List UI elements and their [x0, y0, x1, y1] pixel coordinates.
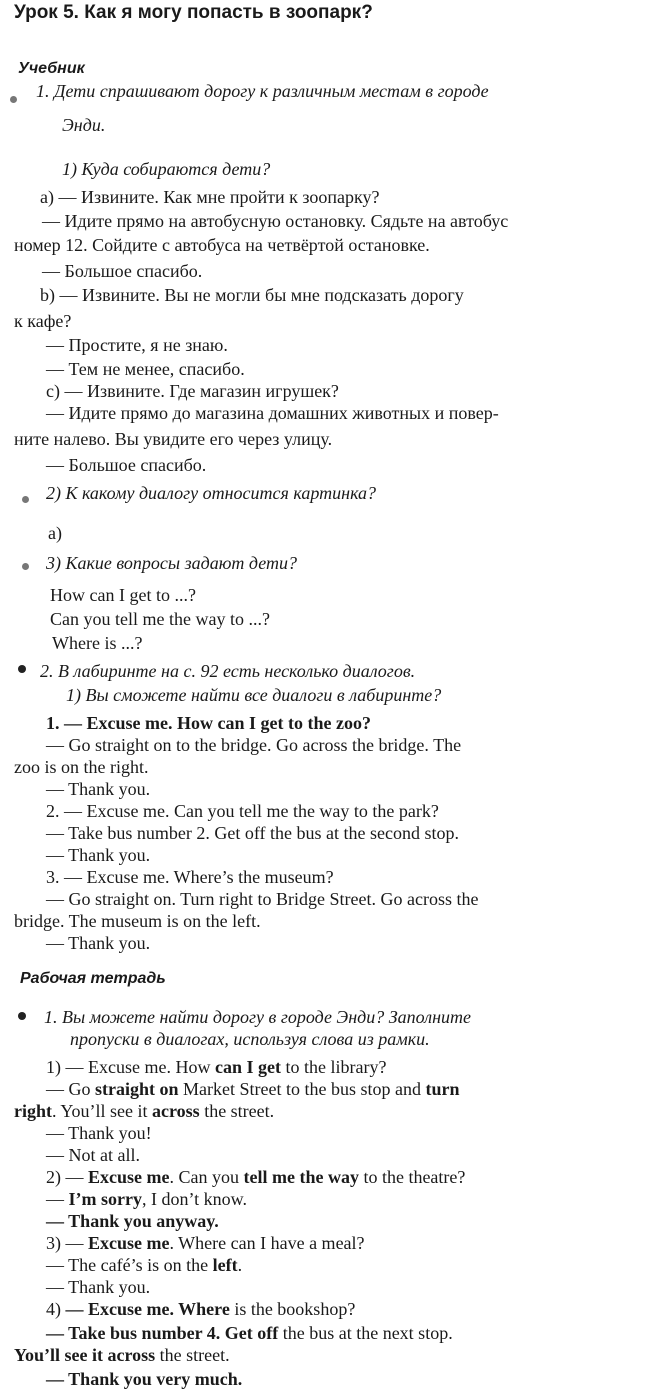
workbook-heading: Рабочая тетрадь — [20, 970, 166, 987]
ex1-a3: Where is ...? — [52, 633, 143, 653]
wb-task-line2: пропуски в диалогах, используя слова из рамки. — [70, 1029, 430, 1049]
ex1-line: b) — Извините. Вы не могли бы мне подсказать дорогу — [40, 285, 464, 305]
wb-d1-line1 — [46, 1056, 386, 1078]
d3-num: 3) — [46, 1233, 61, 1253]
wb-d4-line1 — [46, 1298, 355, 1320]
ex1-a2: a) — [48, 523, 62, 543]
d4-num: 4) — [46, 1299, 61, 1319]
wb-d1-line4: — Thank you! — [46, 1123, 152, 1143]
ex1-line: c) — Извините. Где магазин игрушек? — [46, 381, 339, 401]
d1-answer: straight on — [95, 1079, 179, 1099]
d3-text: — — [65, 1233, 84, 1253]
d1-answer: across — [152, 1101, 200, 1121]
d4-answer: — Take bus number 4. Get off — [46, 1323, 279, 1343]
wb-d2-line3: — Thank you anyway. — [46, 1211, 219, 1231]
wb-d1-line5: — Not at all. — [46, 1145, 140, 1165]
ex1-line: — Большое спасибо. — [46, 455, 207, 475]
wb-d4-line4: — Thank you very much. — [46, 1369, 243, 1389]
d1-text: to the library? — [285, 1057, 387, 1077]
ex1-line: — Идите прямо до магазина домашних животных и повер- — [46, 403, 499, 423]
ex2-line: — Thank you. — [46, 845, 151, 865]
d2-text: — — [46, 1189, 64, 1209]
d3-text: . Where can I have a meal? — [169, 1233, 365, 1253]
d2-num: 2) — [46, 1167, 61, 1187]
ex1-q1: 1) Куда собираются дети? — [62, 159, 271, 179]
ex2-line: bridge. The museum is on the left. — [14, 911, 261, 931]
ex2-line: — Thank you. — [46, 933, 151, 953]
ex1-line: — Тем не менее, спасибо. — [46, 359, 245, 379]
d1-num: 1) — [46, 1057, 61, 1077]
d2-answer: I’m sorry — [68, 1189, 142, 1209]
ex1-q3: 3) Какие вопросы задают дети? — [46, 553, 298, 573]
ex1-line: — Идите прямо на автобусную остановку. Сядьте на автобус — [42, 211, 509, 231]
ex1-task-line1: 1. Дети спрашивают дорогу к различным местам в городе — [36, 81, 489, 101]
ex2-line: 2. — Excuse me. Can you tell me the way to the park? — [46, 801, 439, 821]
d1-text: Market Street to the bus stop and — [183, 1079, 421, 1099]
d1-answer: turn — [425, 1079, 460, 1099]
d2-answer: tell me the way — [243, 1167, 359, 1187]
d3-answer: Excuse me — [88, 1233, 170, 1253]
d1-answer: can I get — [214, 1057, 281, 1077]
ex1-line: ните налево. Вы увидите его через улицу. — [14, 429, 333, 449]
bullet-icon — [18, 1012, 26, 1020]
d1-text: the street. — [204, 1101, 275, 1121]
d2-text: to the theatre? — [363, 1167, 466, 1187]
ex2-sub: 1) Вы сможете найти все диалоги в лабиринте? — [66, 685, 442, 705]
d2-text: , I don’t know. — [141, 1189, 247, 1209]
wb-d4-line2 — [46, 1322, 453, 1344]
d2-text: . Can you — [169, 1167, 239, 1187]
bullet-icon — [10, 96, 17, 103]
wb-d3-line1 — [46, 1232, 365, 1254]
ex1-q2: 2) К какому диалогу относится картинка? — [46, 483, 377, 503]
ex1-line: к кафе? — [14, 311, 72, 331]
wb-d4-line3 — [14, 1344, 230, 1366]
d4-answer: You’ll see it across — [14, 1345, 156, 1365]
d4-text: the bus at the next stop. — [282, 1323, 453, 1343]
wb-d3-line3: — Thank you. — [46, 1277, 151, 1297]
bullet-icon — [22, 563, 29, 570]
ex2-line: 1. — Excuse me. How can I get to the zoo? — [46, 713, 371, 733]
wb-d2-line2 — [46, 1188, 247, 1210]
d4-text: the street. — [159, 1345, 230, 1365]
d1-text: — Excuse me. How — [65, 1057, 211, 1077]
d1-text: . You’ll see it — [52, 1101, 148, 1121]
ex2-line: — Go straight on to the bridge. Go across the bridge. The — [46, 735, 462, 755]
ex1-line: номер 12. Сойдите с автобуса на четвёртой остановке. — [14, 235, 430, 255]
d4-answer: — Excuse me. Where — [65, 1299, 230, 1319]
ex1-line: — Большое спасибо. — [42, 261, 203, 281]
d4-text: is the bookshop? — [234, 1299, 356, 1319]
page-title: Урок 5. Как я могу попасть в зоопарк? — [14, 2, 373, 23]
d3-text: — The café’s is on the — [46, 1255, 209, 1275]
d2-answer: Excuse me — [88, 1167, 170, 1187]
wb-d1-line2 — [46, 1078, 460, 1100]
ex1-line: — Простите, я не знаю. — [46, 335, 228, 355]
d3-text: . — [237, 1255, 243, 1275]
ex2-line: zoo is on the right. — [14, 757, 149, 777]
ex1-task-line2: Энди. — [62, 115, 106, 135]
wb-d1-line3 — [14, 1100, 274, 1122]
wb-d3-line2 — [46, 1254, 242, 1276]
ex1-a3: Can you tell me the way to ...? — [50, 609, 270, 629]
ex1-a3: How can I get to ...? — [50, 585, 196, 605]
bullet-icon — [22, 496, 29, 503]
ex1-line: a) — Извините. Как мне пройти к зоопарку? — [40, 187, 380, 207]
wb-d2-line1 — [46, 1166, 465, 1188]
d3-answer: left — [212, 1255, 238, 1275]
d1-text: — Go — [46, 1079, 91, 1099]
ex2-line: — Go straight on. Turn right to Bridge Street. Go across the — [46, 889, 479, 909]
bullet-icon — [18, 665, 26, 673]
textbook-heading: Учебник — [18, 60, 85, 77]
d1-answer: right — [14, 1101, 52, 1121]
d2-text: — — [65, 1167, 84, 1187]
wb-task-line1: 1. Вы можете найти дорогу в городе Энди? Заполните — [44, 1007, 471, 1027]
ex2-task: 2. В лабиринте на с. 92 есть несколько диалогов. — [40, 661, 416, 681]
ex2-line: — Thank you. — [46, 779, 151, 799]
ex2-line: — Take bus number 2. Get off the bus at the second stop. — [46, 823, 459, 843]
ex2-line: 3. — Excuse me. Where’s the museum? — [46, 867, 334, 887]
